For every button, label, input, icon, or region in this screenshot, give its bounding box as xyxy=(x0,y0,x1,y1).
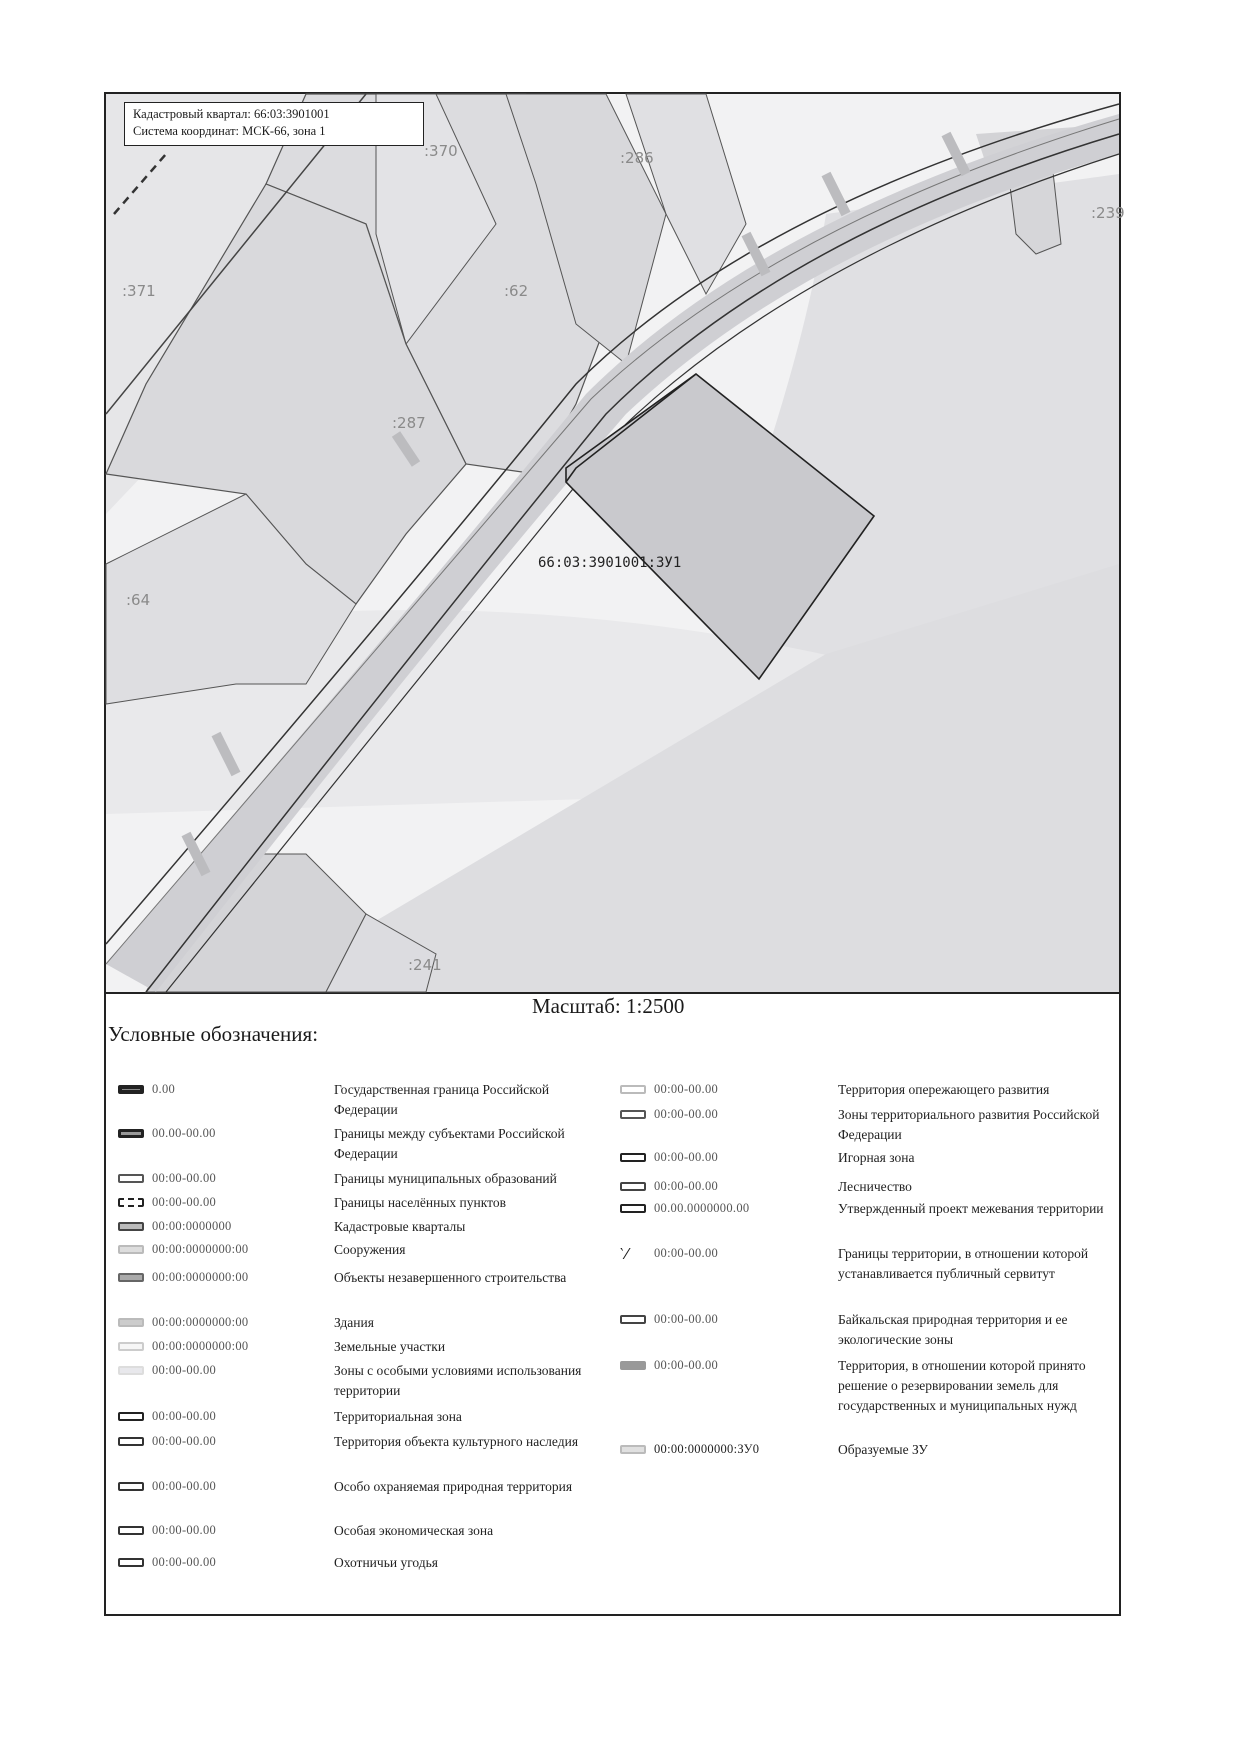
cadastral-map[interactable] xyxy=(106,94,1125,994)
survey-project-symbol xyxy=(620,1204,646,1213)
designed-plots-symbol xyxy=(620,1445,646,1454)
unfinished-objects-symbol xyxy=(118,1273,144,1282)
parcel-label-241: :241 xyxy=(408,956,442,974)
territorial-development-symbol xyxy=(620,1110,646,1119)
legend: 0.00 Государственная граница Российской Федерации 00.00-00.00 Границы между субъектами Российской Федерации 00:00-00.00 Границы муниципальных образований 00:00-00.00 Границы населённых пунктов 00:00:0000000 Кадастровые кварталы 00:00:0000000:00 Сооружения 00:00:0000000:00 Объекты незавершенного строительства 00:00:0000000:00 Здания 00:00:0000000:00 Земельные участки 00:00-00.00 Зоны с особыми условиями использования территории 00:00-00.00 Территориальная зона 00:00-00.00 Территория объекта культурного наследия 00:00-00.00 Особо охраняемая природная территория 00:00-00.00 Особая экономическая зона 00:00-00.00 Охотничьи угодья 00:00-00.00 Территория опережающего развития 00:00-00.00 Зоны территориального развития Российской Федерации 00:00-00.00 Игорная зона 00:00-00.00 Лесничество 00.00.0000000.00 Утвержденный проект межевания территории ‵⁄ 00:00-00.00 Границы территории, в отношении которой устанавливается публичный сервитут 00:00-00.00 Байкальская природная территория и ее экологические зоны 00:00-00.00 Территория, в отношении которой принято решение о резервировании земель для государственных и муниципальных нужд 00:00:0000000:ЗУ0 Образуемые ЗУ xyxy=(106,94,1119,1614)
parcel-label-371: :371 xyxy=(122,282,156,300)
baikal-territory-symbol xyxy=(620,1315,646,1324)
map-scale: Масштаб: 1:2500 xyxy=(532,994,685,1018)
hunting-grounds-symbol xyxy=(118,1558,144,1567)
cadastral-quarter-text: Кадастровый квартал: 66:03:3901001 xyxy=(133,107,330,121)
map-info-box xyxy=(124,102,424,146)
settlement-border-symbol xyxy=(118,1198,144,1207)
advanced-development-symbol xyxy=(620,1085,646,1094)
gambling-zone-symbol xyxy=(620,1153,646,1162)
subject-border-symbol xyxy=(118,1129,144,1138)
parcel-label-370: :370 xyxy=(424,142,458,160)
buildings-symbol xyxy=(118,1318,144,1327)
state-border-symbol xyxy=(118,1085,144,1094)
parcel-label-62: :62 xyxy=(504,282,529,300)
land-reservation-symbol xyxy=(620,1361,646,1370)
protected-nature-symbol xyxy=(118,1482,144,1491)
designed-parcel-label: 66:03:3901001:ЗУ1 xyxy=(538,555,682,571)
parcel-label-64: :64 xyxy=(126,591,151,609)
structures-symbol xyxy=(118,1245,144,1254)
coordinate-system-text: Система координат: МСК-66, зона 1 xyxy=(133,124,326,138)
parcel-label-287: :287 xyxy=(392,414,426,432)
map-canvas xyxy=(106,94,1119,992)
economic-zone-symbol xyxy=(118,1526,144,1535)
territorial-zone-symbol xyxy=(118,1412,144,1421)
parcel-label-286: :286 xyxy=(620,149,654,167)
special-zones-symbol xyxy=(118,1366,144,1375)
map-sheet xyxy=(104,92,1125,1616)
parcel-label-239: :239 xyxy=(1091,204,1125,222)
cadastral-quarter-symbol xyxy=(118,1222,144,1231)
cultural-heritage-symbol xyxy=(118,1437,144,1446)
municipal-border-symbol xyxy=(118,1174,144,1183)
land-plots-symbol xyxy=(118,1342,144,1351)
forestry-symbol xyxy=(620,1182,646,1191)
legend-title: Условные обозначения: xyxy=(108,1022,319,1046)
servitude-dash-icon: ‵⁄ xyxy=(620,1245,630,1263)
